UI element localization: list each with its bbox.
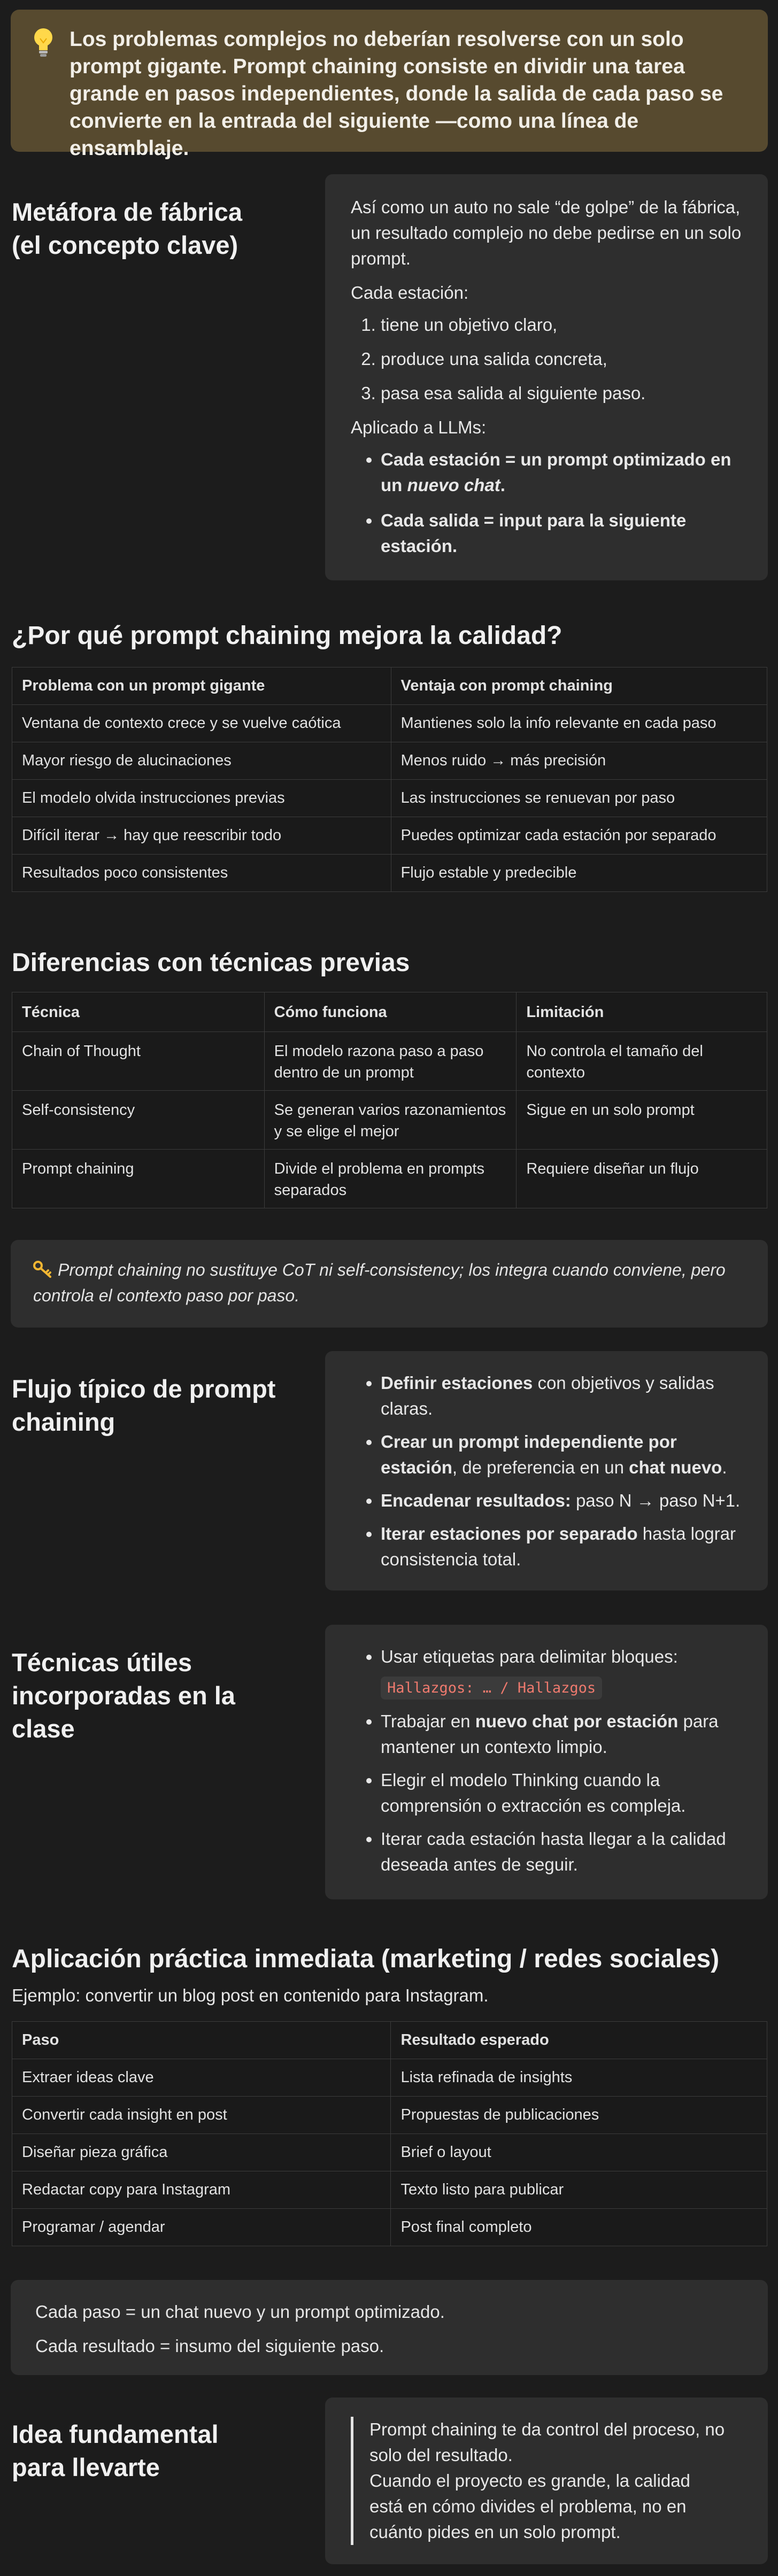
note-callout xyxy=(11,1240,768,1328)
station-steps xyxy=(351,312,742,406)
column-header: Limitación xyxy=(517,992,767,1032)
intro-text: Los problemas complejos no deberían resolverse con un solo prompt gigante. Prompt chaining consiste en dividir una tarea grande en pasos independientes, donde la salida de cada paso se convierte en la entrada del siguiente —como una línea de ensamblaje. xyxy=(70,28,723,160)
techniques-title: Técnicas útiles incorporadas en la clase xyxy=(12,1648,235,1743)
table-cell: Lista refinada de insights xyxy=(391,2059,767,2097)
table-row xyxy=(12,2209,767,2246)
table-cell: Post final completo xyxy=(391,2209,767,2246)
station-step: 3. pasa esa salida al siguiente paso. xyxy=(381,381,742,406)
quality-table xyxy=(12,667,767,892)
flow-bullet: • Encadenar resultados: paso N → paso N+1. xyxy=(381,1488,742,1514)
table-cell: Diseñar pieza gráfica xyxy=(12,2134,391,2171)
factory-title-line2: (el concepto clave) xyxy=(12,231,238,259)
table-row xyxy=(12,705,767,742)
tag-code: Hallazgos: … / Hallazgos xyxy=(381,1677,602,1700)
table-cell: El modelo olvida instrucciones previas xyxy=(12,780,391,817)
diff-table xyxy=(12,992,767,1208)
column-header: Problema con un prompt gigante xyxy=(12,668,391,705)
practical-example: Ejemplo: convertir un blog post en contenido para Instagram. xyxy=(12,1985,489,2005)
flow-bullet: • Crear un prompt independiente por estación, de preferencia en un chat nuevo. xyxy=(381,1429,742,1480)
table-cell: El modelo razona paso a paso dentro de un prompt xyxy=(264,1032,517,1091)
table-cell: Se generan varios razonamientos y se elige el mejor xyxy=(264,1091,517,1150)
lightbulb-icon xyxy=(31,27,56,59)
intro-callout xyxy=(11,10,768,160)
technique-bullet: • Usar etiquetas para delimitar bloques: Hallazgos: … / Hallazgos xyxy=(381,1644,742,1701)
table-row xyxy=(12,2059,767,2097)
table-cell: Requiere diseñar un flujo xyxy=(517,1150,767,1208)
table-cell: Sigue en un solo prompt xyxy=(517,1091,767,1150)
idea-title: Idea fundamental para llevarte xyxy=(12,2420,219,2481)
summary-line: Cada resultado = insumo del siguiente paso. xyxy=(35,2336,384,2356)
table-row xyxy=(12,1091,767,1150)
table-cell: Mantienes solo la info relevante en cada paso xyxy=(391,705,767,742)
quote-line: Prompt chaining te da control del proceso, no xyxy=(369,2419,725,2439)
factory-title xyxy=(12,196,242,262)
practical-title: Aplicación práctica inmediata (marketing / redes sociales) xyxy=(12,1945,720,1973)
column-header: Cómo funciona xyxy=(264,992,517,1032)
table-row xyxy=(12,1032,767,1091)
techniques-panel xyxy=(325,1625,768,1899)
factory-panel xyxy=(325,174,768,580)
technique-bullet: • Elegir el modelo Thinking cuando la comprensión o extracción es compleja. xyxy=(381,1767,742,1819)
table-cell: Convertir cada insight en post xyxy=(12,2097,391,2134)
quote-line: cuánto pides en un solo prompt. xyxy=(369,2522,621,2542)
key-icon xyxy=(33,1261,52,1279)
column-header: Ventaja con prompt chaining xyxy=(391,668,767,705)
table-cell: Propuestas de publicaciones xyxy=(391,2097,767,2134)
llm-label: Aplicado a LLMs: xyxy=(351,417,487,437)
table-cell: Brief o layout xyxy=(391,2134,767,2171)
technique-bullet: • Iterar cada estación hasta llegar a la calidad deseada antes de seguir. xyxy=(381,1826,742,1877)
quote-line: solo del resultado. xyxy=(369,2445,513,2465)
table-cell: Texto listo para publicar xyxy=(391,2171,767,2209)
table-cell: Redactar copy para Instagram xyxy=(12,2171,391,2209)
llm-bullets xyxy=(351,447,742,559)
llm-bullet: • Cada estación = un prompt optimizado en un nuevo chat. xyxy=(381,447,742,498)
idea-panel xyxy=(325,2397,768,2564)
table-row xyxy=(12,2097,767,2134)
station-label: Cada estación: xyxy=(351,283,469,302)
table-cell: Las instrucciones se renuevan por paso xyxy=(391,780,767,817)
idea-quote xyxy=(351,2417,746,2545)
table-row xyxy=(12,1150,767,1208)
table-cell: Puedes optimizar cada estación por separado xyxy=(391,817,767,855)
table-header-row xyxy=(12,2022,767,2059)
flow-bullets xyxy=(351,1370,742,1572)
table-cell: Ventana de contexto crece y se vuelve caótica xyxy=(12,705,391,742)
table-row xyxy=(12,780,767,817)
table-cell: Prompt chaining xyxy=(12,1150,265,1208)
table-cell: Difícil iterar → hay que reescribir todo xyxy=(12,817,391,855)
factory-title-line1: Metáfora de fábrica xyxy=(12,198,242,226)
flow-panel xyxy=(325,1351,768,1590)
factory-intro: Así como un auto no sale “de golpe” de la fábrica, un resultado complejo no debe pedirse en un solo prompt. xyxy=(351,197,742,268)
table-row xyxy=(12,2134,767,2171)
diff-title: Diferencias con técnicas previas xyxy=(12,949,410,977)
flow-title: Flujo típico de prompt chaining xyxy=(12,1375,276,1436)
practical-table xyxy=(12,2021,767,2246)
table-cell: Flujo estable y predecible xyxy=(391,855,767,892)
flow-bullet: • Definir estaciones con objetivos y salidas claras. xyxy=(381,1370,742,1422)
column-header: Técnica xyxy=(12,992,265,1032)
column-header: Paso xyxy=(12,2022,391,2059)
table-row xyxy=(12,817,767,855)
quote-line: está en cómo divides el problema, no en xyxy=(369,2496,687,2516)
table-cell: Self-consistency xyxy=(12,1091,265,1150)
summary-line: Cada paso = un chat nuevo y un prompt optimizado. xyxy=(35,2302,445,2322)
quality-title: ¿Por qué prompt chaining mejora la calidad? xyxy=(12,622,563,650)
table-cell: Mayor riesgo de alucinaciones xyxy=(12,742,391,780)
station-step: 2. produce una salida concreta, xyxy=(381,346,742,372)
table-header-row xyxy=(12,668,767,705)
table-row xyxy=(12,742,767,780)
table-cell: Chain of Thought xyxy=(12,1032,265,1091)
table-cell: No controla el tamaño del contexto xyxy=(517,1032,767,1091)
table-cell: Menos ruido → más precisión xyxy=(391,742,767,780)
flow-bullet: • Iterar estaciones por separado hasta lograr consistencia total. xyxy=(381,1521,742,1572)
table-cell: Extraer ideas clave xyxy=(12,2059,391,2097)
technique-bullet: • Trabajar en nuevo chat por estación para mantener un contexto limpio. xyxy=(381,1709,742,1760)
quote-line: Cuando el proyecto es grande, la calidad xyxy=(369,2471,690,2490)
table-cell: Resultados poco consistentes xyxy=(12,855,391,892)
table-cell: Divide el problema en prompts separados xyxy=(264,1150,517,1208)
table-cell: Programar / agendar xyxy=(12,2209,391,2246)
table-row xyxy=(12,2171,767,2209)
llm-bullet: • Cada salida = input para la siguiente estación. xyxy=(381,508,742,559)
table-header-row xyxy=(12,992,767,1032)
table-row xyxy=(12,855,767,892)
column-header: Resultado esperado xyxy=(391,2022,767,2059)
note-text: Prompt chaining no sustituye CoT ni self-consistency; los integra cuando conviene, pero controla el contexto paso por paso. xyxy=(33,1260,726,1305)
technique-bullets xyxy=(351,1644,742,1877)
summary-callout xyxy=(11,2280,768,2375)
station-step: 1. tiene un objetivo claro, xyxy=(381,312,742,338)
